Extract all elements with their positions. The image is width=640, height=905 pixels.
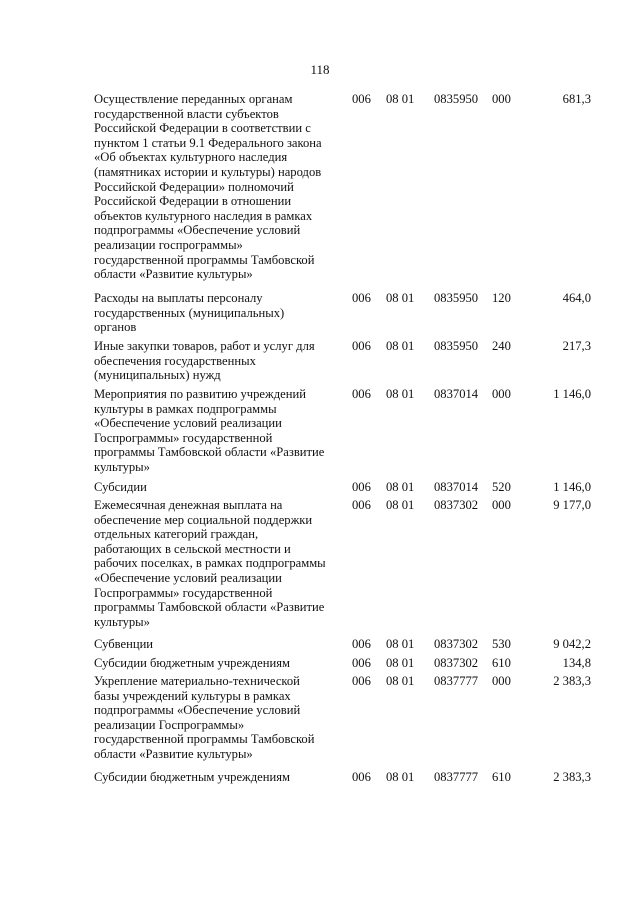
row-description: Расходы на выплаты персоналу государственных (муниципальных) органов bbox=[94, 291, 285, 335]
row-description: Мероприятия по развитию учреждений культуры в рамках подпрограммы «Обеспечение условий реализации Госпрограммы» государственной программы Тамбовской области «Развитие культуры» bbox=[94, 387, 325, 474]
amount: 9 177,0 bbox=[553, 498, 591, 512]
amount: 681,3 bbox=[562, 92, 591, 106]
expense-type-code: 000 bbox=[492, 92, 511, 106]
section-code: 08 01 bbox=[386, 656, 415, 670]
row-description: Субвенции bbox=[94, 637, 154, 651]
target-article-code: 0835950 bbox=[434, 339, 479, 353]
section-code: 08 01 bbox=[386, 637, 415, 651]
row-description: Субсидии bbox=[94, 480, 147, 494]
ministry-code: 006 bbox=[352, 92, 371, 106]
row-description: Субсидии бюджетным учреждениям bbox=[94, 656, 290, 670]
expense-type-code: 000 bbox=[492, 674, 511, 688]
section-code: 08 01 bbox=[386, 387, 415, 401]
expense-type-code: 520 bbox=[492, 480, 511, 494]
target-article-code: 0835950 bbox=[434, 92, 479, 106]
ministry-code: 006 bbox=[352, 339, 371, 353]
row-description: Иные закупки товаров, работ и услуг для обеспечения государственных (муниципальных) нужд bbox=[94, 339, 315, 383]
section-code: 08 01 bbox=[386, 770, 415, 784]
expense-type-code: 610 bbox=[492, 656, 511, 670]
row-description: Укрепление материально-технической базы учреждений культуры в рамках подпрограммы «Обеспечение условий реализации Госпрограммы» государственной программы Тамбовской области «Развитие культуры» bbox=[94, 674, 315, 761]
expense-type-code: 000 bbox=[492, 498, 511, 512]
expense-type-code: 120 bbox=[492, 291, 511, 305]
expense-type-code: 530 bbox=[492, 637, 511, 651]
expense-type-code: 610 bbox=[492, 770, 511, 784]
amount: 1 146,0 bbox=[553, 387, 591, 401]
expense-type-code: 240 bbox=[492, 339, 511, 353]
section-code: 08 01 bbox=[386, 674, 415, 688]
page-number: 118 bbox=[310, 62, 330, 77]
target-article-code: 0837302 bbox=[434, 637, 479, 651]
amount: 1 146,0 bbox=[553, 480, 591, 494]
row-description: Субсидии бюджетным учреждениям bbox=[94, 770, 290, 784]
amount: 2 383,3 bbox=[553, 674, 591, 688]
ministry-code: 006 bbox=[352, 656, 371, 670]
target-article-code: 0837014 bbox=[434, 387, 479, 401]
section-code: 08 01 bbox=[386, 480, 415, 494]
section-code: 08 01 bbox=[386, 92, 415, 106]
ministry-code: 006 bbox=[352, 498, 371, 512]
row-description: Осуществление переданных органам государственной власти субъектов Российской Федерации в соответствии с пунктом 1 статьи 9.1 Федерального закона «Об объектах культурного наследия (памятниках истории и культуры) народов Российской Федерации» полномочий Российской Федерации в отношении объектов культурного наследия в рамках подпрограммы «Обеспечение условий реализации госпрограммы» государственной программы Тамбовской области «Развитие культуры» bbox=[94, 92, 322, 282]
target-article-code: 0837777 bbox=[434, 674, 479, 688]
ministry-code: 006 bbox=[352, 480, 371, 494]
ministry-code: 006 bbox=[352, 387, 371, 401]
section-code: 08 01 bbox=[386, 291, 415, 305]
ministry-code: 006 bbox=[352, 637, 371, 651]
amount: 9 042,2 bbox=[553, 637, 591, 651]
row-description: Ежемесячная денежная выплата на обеспечение мер социальной поддержки отдельных категорий граждан, работающих в сельской местности и рабочих поселках, в рамках подпрограммы «Обеспечение условий реализации Госпрограммы» государственной программы Тамбовской области «Развитие культуры» bbox=[94, 498, 326, 629]
amount: 217,3 bbox=[562, 339, 591, 353]
amount: 134,8 bbox=[562, 656, 591, 670]
amount: 2 383,3 bbox=[553, 770, 591, 784]
section-code: 08 01 bbox=[386, 339, 415, 353]
ministry-code: 006 bbox=[352, 674, 371, 688]
target-article-code: 0835950 bbox=[434, 291, 479, 305]
section-code: 08 01 bbox=[386, 498, 415, 512]
target-article-code: 0837302 bbox=[434, 656, 479, 670]
ministry-code: 006 bbox=[352, 770, 371, 784]
target-article-code: 0837014 bbox=[434, 480, 479, 494]
amount: 464,0 bbox=[562, 291, 591, 305]
target-article-code: 0837302 bbox=[434, 498, 479, 512]
expense-type-code: 000 bbox=[492, 387, 511, 401]
ministry-code: 006 bbox=[352, 291, 371, 305]
target-article-code: 0837777 bbox=[434, 770, 479, 784]
